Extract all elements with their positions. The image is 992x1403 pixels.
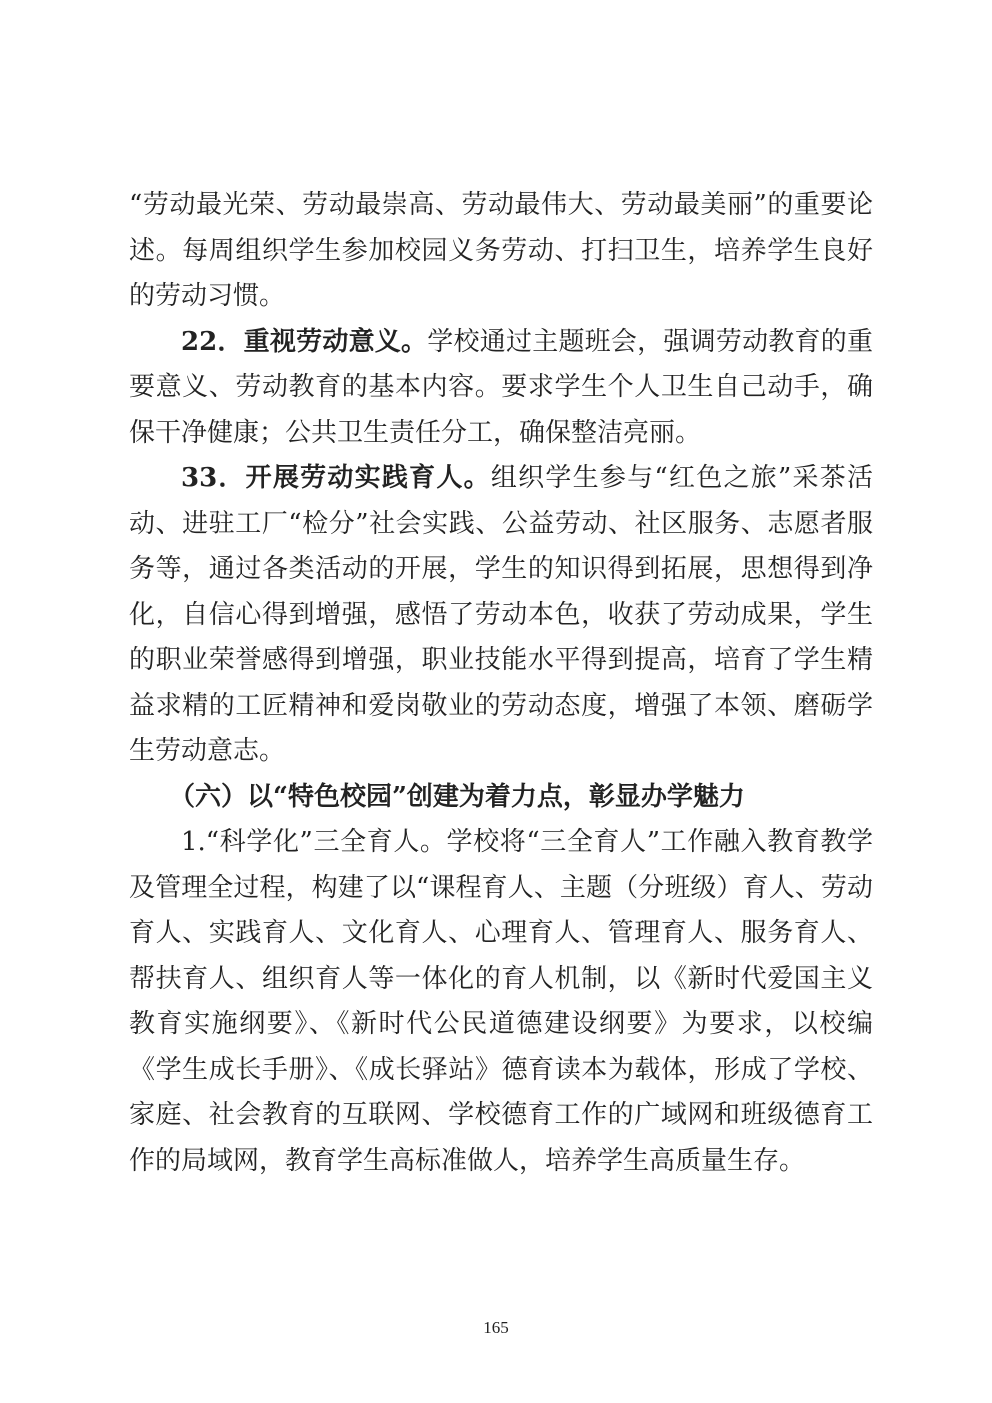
paragraph-22 [129, 320, 873, 457]
paragraph-33-body: 组织学生参与“红色之旅”采茶活动、进驻工厂“检分”社会实践、公益劳动、社区服务、志愿者服务等，通过各类活动的开展，学生的知识得到拓展，思想得到净化，自信心得到增强，感悟了劳动本色，收获了劳动成果，学生的职业荣誉感得到增强，职业技能水平得到提高，培育了学生精益求精的工匠精神和爱岗敬业的劳动态度，增强了本领、磨砺学生劳动意志。 [129, 463, 873, 766]
paragraph-33 [129, 456, 873, 775]
paragraph-1-heading: 1.“科学化”三全育人。 [181, 827, 447, 857]
paragraph-continuation: “劳动最光荣、劳动最崇高、劳动最伟大、劳动最美丽”的重要论述。每周组织学生参加校园义务劳动、打扫卫生，培养学生良好的劳动习惯。 [129, 190, 873, 311]
paragraph-1 [129, 820, 873, 1184]
page-number: 165 [483, 1318, 509, 1337]
page-body [129, 183, 873, 1184]
section-heading-six: （六）以“特色校园”创建为着力点，彰显办学魅力 [169, 781, 745, 812]
paragraph-1-body: 学校将“三全育人”工作融入教育教学及管理全过程，构建了以“课程育人、主题（分班级）育人、劳动育人、实践育人、文化育人、心理育人、管理育人、服务育人、帮扶育人、组织育人等一体化的育人机制，以《新时代爱国主义教育实施纲要》、《新时代公民道德建设纲要》为要求，以校编《学生成长手册》、《成长驿站》德育读本为载体，形成了学校、家庭、社会教育的互联网、学校德育工作的广域网和班级德育工作的局域网，教育学生高标准做人，培养学生高质量生存。 [129, 827, 873, 1176]
paragraph-22-heading: 22．重视劳动意义。 [181, 326, 428, 357]
paragraph-22-body: 学校通过主题班会，强调劳动教育的重要意义、劳动教育的基本内容。要求学生个人卫生自己动手，确保干净健康；公共卫生责任分工，确保整洁亮丽。 [129, 326, 873, 448]
paragraph-33-heading: 33．开展劳动实践育人。 [181, 463, 491, 493]
